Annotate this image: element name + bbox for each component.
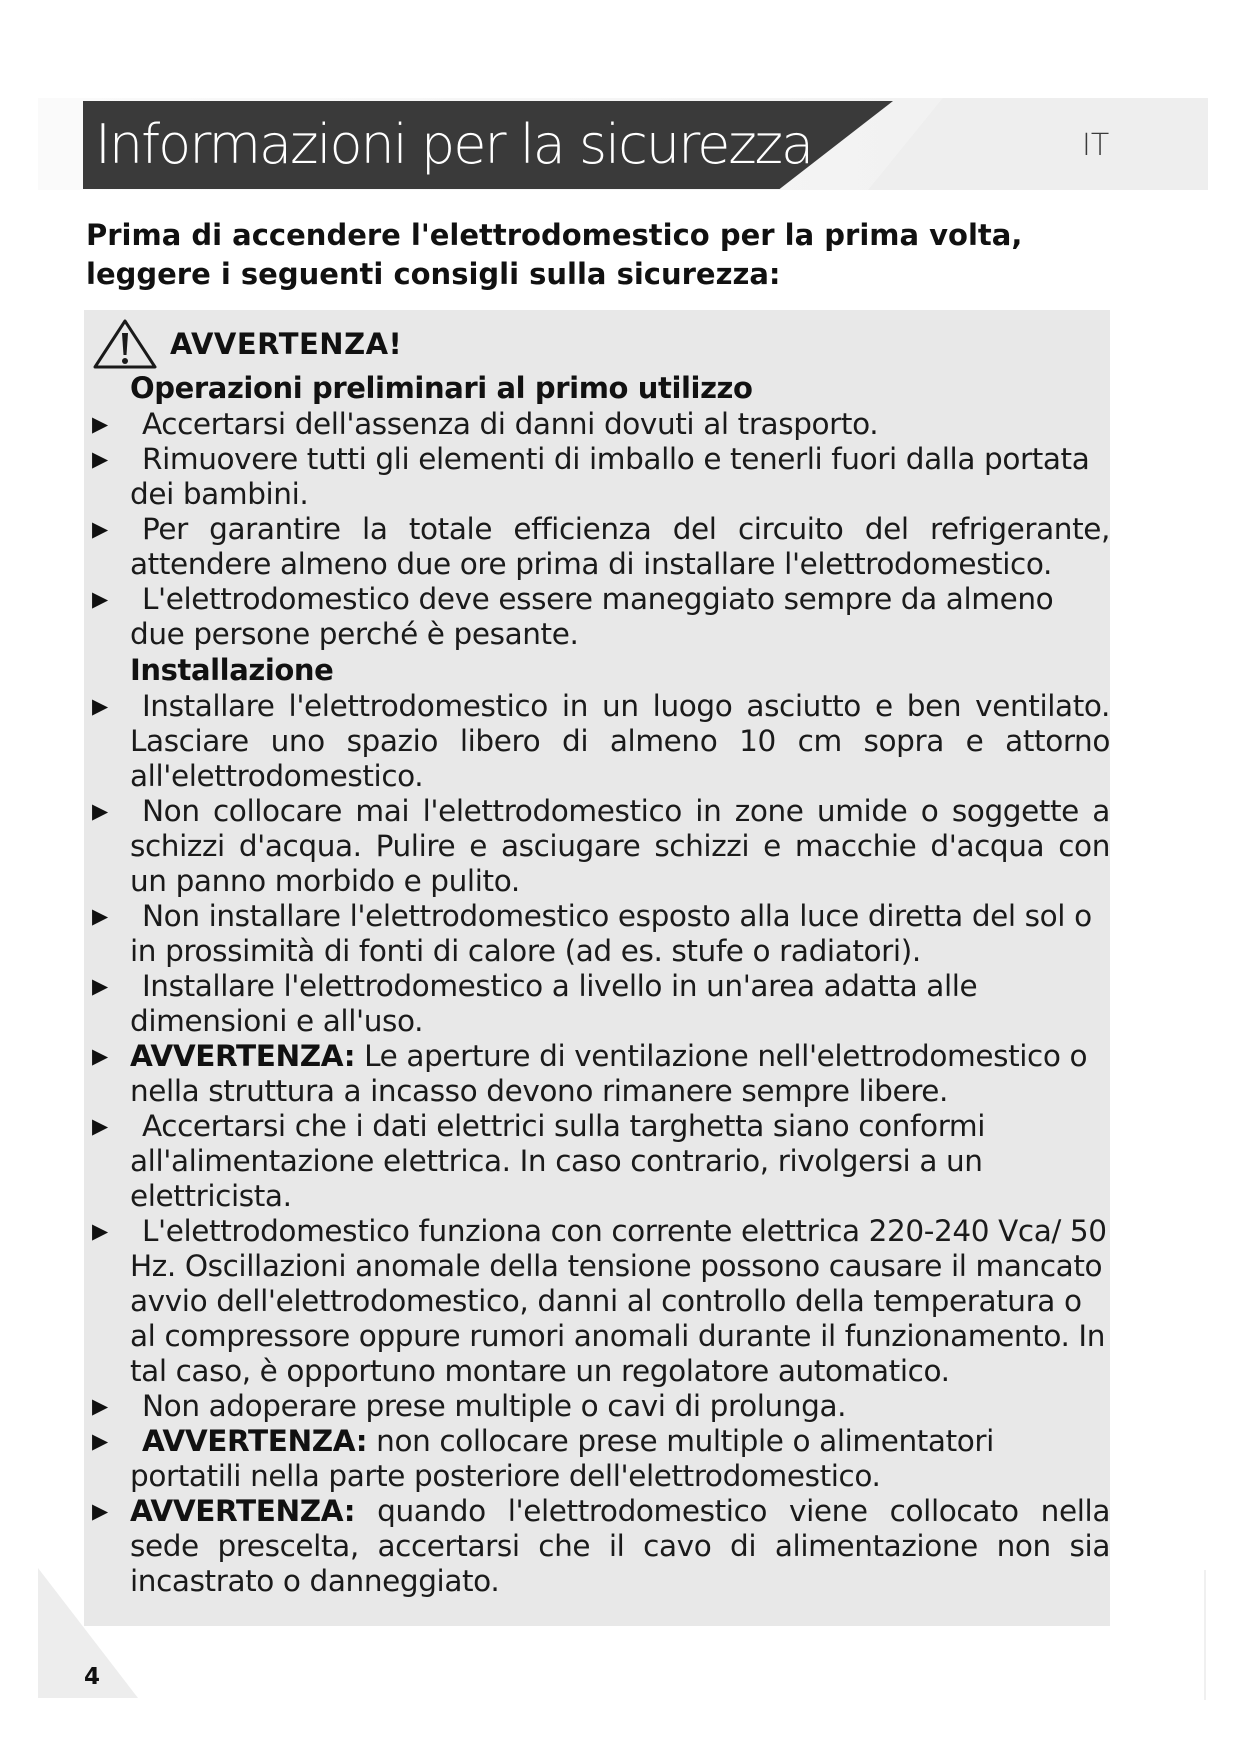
bullet-triangle-icon: ▶ — [92, 1044, 108, 1068]
list-item: ▶ Rimuovere tutti gli elementi di imballo e tenerli fuori dalla portata dei bambini. — [92, 442, 1090, 511]
section-title-installation: Installazione — [130, 653, 334, 687]
list-item: ▶ L'elettrodomestico funziona con corrente elettrica 220-240 Vca/ 50 Hz. Oscillazioni anomale della tensione possono causare il mancato avvio dell'elettrodomestico, danni al controllo della temperatura o al compressore oppure rumori anomali durante il funzionamento. In tal caso, è opportuno montare un regolatore automatico. — [92, 1214, 1107, 1388]
intro-text: Prima di accendere l'elettrodomestico per la prima volta, leggere i seguenti consigli sulla sicurezza: — [86, 218, 1023, 291]
list-item: ▶ Non adoperare prese multiple o cavi di prolunga. — [92, 1389, 847, 1423]
list-item: ▶ Non installare l'elettrodomestico esposto alla luce diretta del sol o in prossimità di fonti di calore (ad es. stufe o radiatori). — [92, 899, 1092, 968]
warning-content — [92, 370, 1110, 1599]
list-item-warning: ▶ AVVERTENZA: quando l'elettrodomestico viene collocato nella sede prescelta, accertarsi che il cavo di alimentazione non sia incastrato o danneggiato. — [92, 1494, 1110, 1598]
list-item-warning: ▶ AVVERTENZA: Le aperture di ventilazione nell'elettrodomestico o nella struttura a incasso devono rimanere sempre libere. — [92, 1039, 1088, 1108]
footer-divider — [1204, 1570, 1206, 1700]
bullet-triangle-icon: ▶ — [92, 447, 108, 471]
language-code: IT — [1082, 128, 1110, 163]
bullet-triangle-icon: ▶ — [92, 799, 108, 823]
warning-triangle-icon — [92, 318, 158, 370]
bullet-triangle-icon: ▶ — [92, 694, 108, 718]
warning-title: AVVERTENZA! — [170, 327, 403, 361]
warning-header — [92, 318, 402, 370]
bullet-triangle-icon: ▶ — [92, 1499, 108, 1523]
bullet-triangle-icon: ▶ — [92, 412, 108, 436]
bullet-triangle-icon: ▶ — [92, 517, 108, 541]
list-item: ▶ Installare l'elettrodomestico a livello in un'area adatta alle dimensioni e all'uso. — [92, 969, 978, 1038]
page-number: 4 — [84, 1664, 101, 1690]
bullet-triangle-icon: ▶ — [92, 587, 108, 611]
list-item-warning: ▶ AVVERTENZA: non collocare prese multiple o alimentatori portatili nella parte posteriore dell'elettrodomestico. — [92, 1424, 994, 1493]
list-item: ▶ Non collocare mai l'elettrodomestico in zone umide o soggette a schizzi d'acqua. Pulire e asciugare schizzi e macchie d'acqua con un panno morbido e pulito. — [92, 794, 1110, 898]
list-item: ▶ Accertarsi dell'assenza di danni dovuti al trasporto. — [92, 407, 879, 441]
page-title: Informazioni per la sicurezza — [95, 113, 813, 176]
list-item: ▶ L'elettrodomestico deve essere maneggiato sempre da almeno due persone perché è pesante. — [92, 582, 1054, 651]
bullet-triangle-icon: ▶ — [92, 1114, 108, 1138]
list-item: ▶ Per garantire la totale efficienza del circuito del refrigerante, attendere almeno due ore prima di installare l'elettrodomestico. — [92, 512, 1110, 581]
bullet-triangle-icon: ▶ — [92, 1394, 108, 1418]
bullet-triangle-icon: ▶ — [92, 904, 108, 928]
section-title-preliminary: Operazioni preliminari al primo utilizzo — [130, 371, 753, 405]
bullet-triangle-icon: ▶ — [92, 1219, 108, 1243]
bullet-triangle-icon: ▶ — [92, 1429, 108, 1453]
list-item: ▶ Accertarsi che i dati elettrici sulla targhetta siano conformi all'alimentazione elettrica. In caso contrario, rivolgersi a un elettricista. — [92, 1109, 986, 1213]
bullet-triangle-icon: ▶ — [92, 974, 108, 998]
list-item: ▶ Installare l'elettrodomestico in un luogo asciutto e ben ventilato. Lasciare uno spazio libero di almeno 10 cm sopra e attorno all'elettrodomestico. — [92, 689, 1110, 793]
